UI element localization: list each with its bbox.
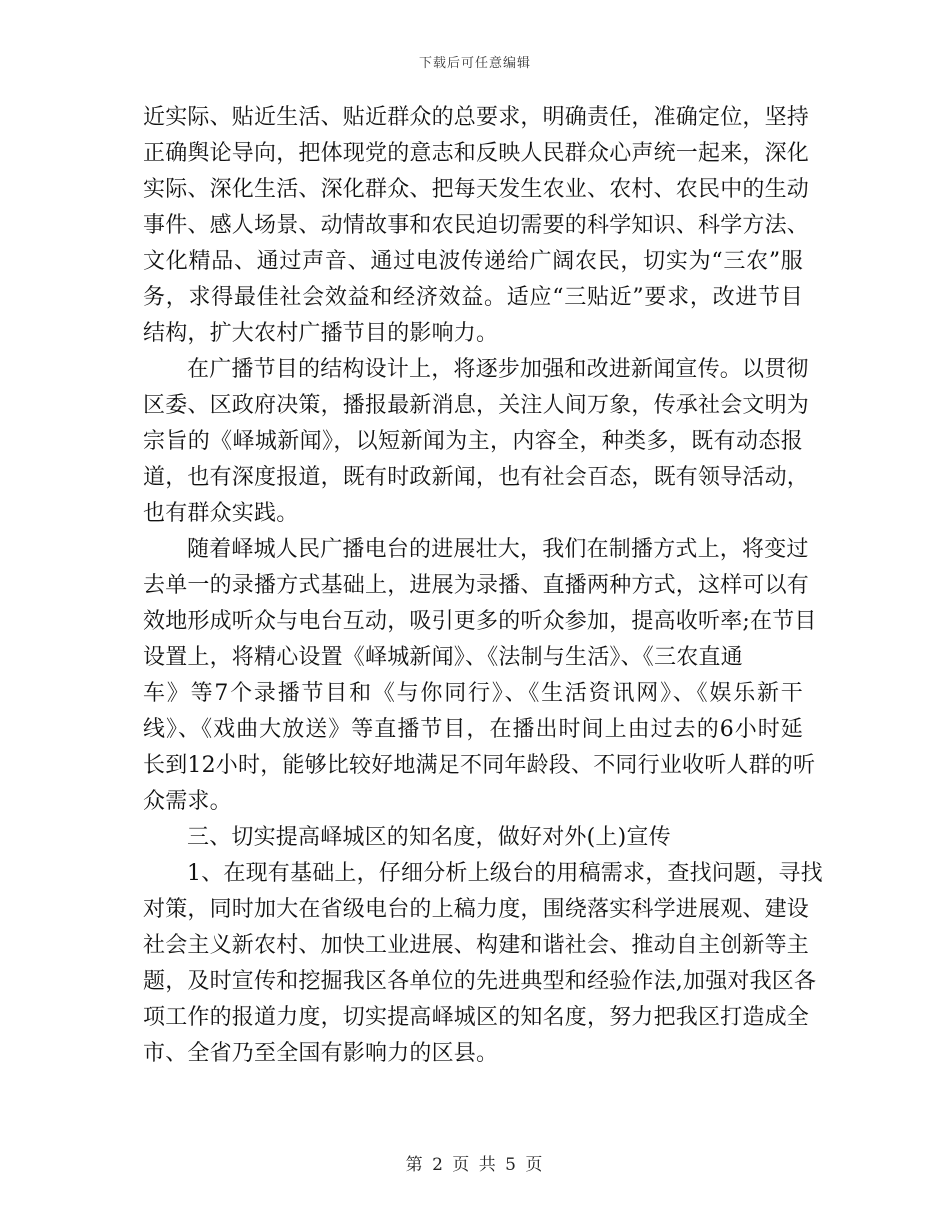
document-body: [143, 100, 823, 1072]
paragraph-first-line: 1、在现有基础上，仔细分析上级台的用稿需求，查找问题，寻找: [187, 861, 823, 886]
text-line: 去单一的录播方式基础上，进展为录播、直播两种方式，这样可以有: [143, 573, 810, 598]
text-line: 结构，扩大农村广播节目的影响力。: [143, 321, 499, 346]
text-line: 宗旨的《峄城新闻》，以短新闻为主，内容全，种类多，既有动态报: [143, 429, 803, 454]
text-line: 正确舆论导向，把体现党的意志和反映人民群众心声统一起来，深化: [143, 141, 810, 166]
text-line: 项工作的报道力度，切实提高峄城区的知名度，努力把我区打造成全: [143, 1005, 810, 1030]
text-line: 实际、深化生活、深化群众、把每天发生农业、农村、农民中的生动: [143, 177, 810, 202]
text-line: 也有群众实践。: [143, 501, 299, 526]
text-line: 文化精品、通过声音、通过电波传递给广阔农民，切实为“三农”服: [143, 249, 803, 274]
text-line: 题，及时宣传和挖掘我区各单位的先进典型和经验作法,加强对我区各: [143, 969, 817, 994]
text-line: 社会主义新农村、加快工业进展、构建和谐社会、推动自主创新等主: [143, 933, 810, 958]
text-line: 事件、感人场景、动情故事和农民迫切需要的科学知识、科学方法、: [143, 213, 810, 238]
text-line: 务，求得最佳社会效益和经济效益。适应“三贴近”要求，改进节目: [143, 285, 803, 310]
text-line: 对策，同时加大在省级电台的上稿力度，围绕落实科学进展观、建设: [143, 897, 810, 922]
text-line: 近实际、贴近生活、贴近群众的总要求，明确责任，准确定位，坚持: [143, 105, 810, 130]
paragraph-first-line: 随着峄城人民广播电台的进展壮大，我们在制播方式上，将变过: [187, 537, 809, 562]
text-line: 长到12小时，能够比较好地满足不同年龄段、不同行业收听人群的听: [143, 753, 816, 778]
text-line: 区委、区政府决策，播报最新消息，关注人间万象，传承社会文明为: [143, 393, 810, 418]
text-line: 设置上，将精心设置《峄城新闻》、《法制与生活》、《三农直通: [143, 645, 743, 670]
page-number-footer: 第 2 页 共 5 页: [405, 1155, 545, 1175]
text-line: 车》等7个录播节目和《与你同行》、《生活资讯网》、《娱乐新干: [143, 681, 803, 706]
text-line: 众需求。: [143, 789, 232, 814]
section-heading: 三、切实提高峄城区的知名度，做好对外(上)宣传: [187, 825, 671, 850]
paragraph-first-line: 在广播节目的结构设计上，将逐步加强和改进新闻宣传。以贯彻: [187, 357, 809, 382]
text-line: 市、全省乃至全国有影响力的区县。: [143, 1041, 499, 1066]
text-line: 道，也有深度报道，既有时政新闻，也有社会百态，既有领导活动，: [143, 465, 810, 490]
text-line: 效地形成听众与电台互动，吸引更多的听众参加，提高收听率;在节目: [143, 609, 817, 634]
text-line: 线》、《戏曲大放送》等直播节目，在播出时间上由过去的6小时延: [143, 717, 803, 742]
page-header: 下载后可任意编辑: [418, 56, 531, 71]
